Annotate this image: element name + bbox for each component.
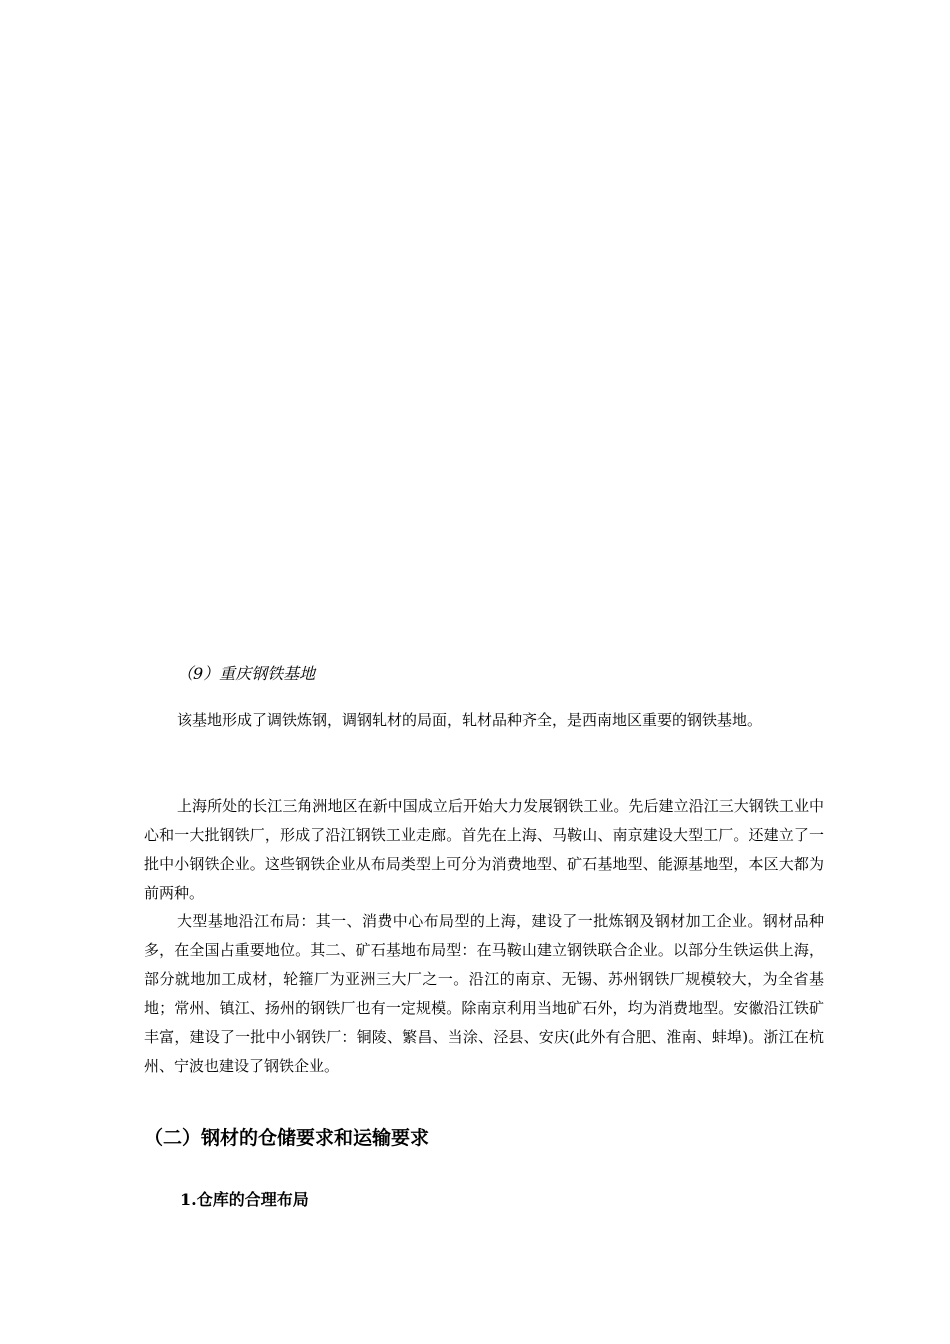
section-title-storage-transport: （二）钢材的仓储要求和运输要求: [144, 1127, 430, 1149]
subsection-title-warehouse-layout: 1.仓库的合理布局: [180, 1190, 309, 1209]
paragraph-chongqing-description: 该基地形成了调铁炼钢，调钢轧材的局面，轧材品种齐全，是西南地区重要的钢铁基地。: [177, 711, 763, 729]
subheading-chongqing-steel-base: （9）重庆钢铁基地: [177, 664, 316, 683]
paragraph-riverside-layout: 大型基地沿江布局：其一、消费中心布局型的上海，建设了一批炼钢及钢材加工企业。钢材品种多，在全国占重要地位。其二、矿石基地布局型：在马鞍山建立钢铁联合企业。以部分生铁运供上海，部分就地加工成材，轮箍厂为亚洲三大厂之一。沿江的南京、无锡、苏州钢铁厂规模较大，为全省基地；常州、镇江、扬州的钢铁厂也有一定规模。除南京利用当地矿石外，均为消费地型。安徽沿江铁矿丰富，建设了一批中小钢铁厂：铜陵、繁昌、当涂、泾县、安庆(此外有合肥、淮南、蚌埠)。浙江在杭州、宁波也建设了钢铁企业。: [144, 912, 824, 1075]
paragraph-yangtze-delta-overview: 上海所处的长江三角洲地区在新中国成立后开始大力发展钢铁工业。先后建立沿江三大钢铁工业中心和一大批钢铁厂，形成了沿江钢铁工业走廊。首先在上海、马鞍山、南京建设大型工厂。还建立了一批中小钢铁企业。这些钢铁企业从布局类型上可分为消费地型、矿石基地型、能源基地型，本区大都为前两种。: [144, 797, 824, 902]
